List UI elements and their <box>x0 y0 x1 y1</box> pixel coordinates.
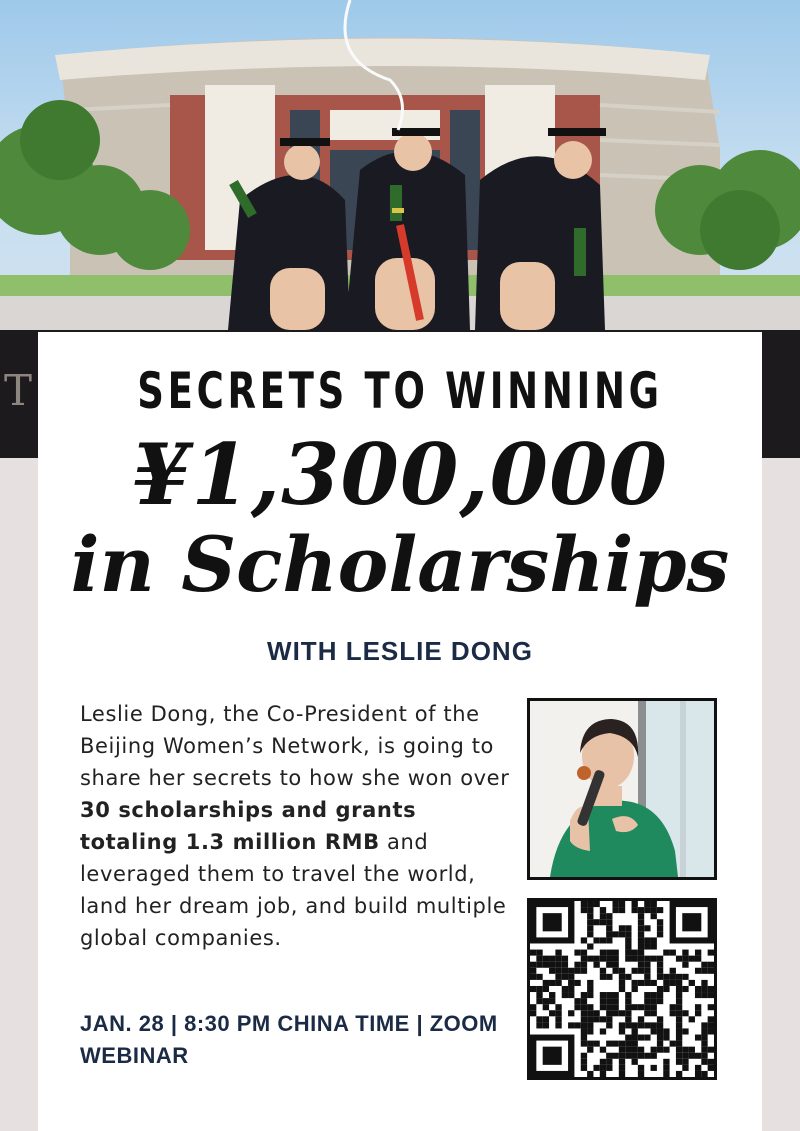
flyer-card <box>38 332 762 1131</box>
presenter-label: WITH LESLIE DONG <box>267 636 533 666</box>
description-text-end: and leveraged them to travel the world, land her dream job, and build multiple global companies. <box>80 830 507 950</box>
event-details: JAN. 28 | 8:30 PM CHINA TIME | ZOOM WEBINAR <box>80 1011 498 1068</box>
svg-text:T: T <box>4 366 33 415</box>
qr-code[interactable] <box>527 898 717 1080</box>
headline-secrets: SECRETS TO WINNING <box>137 362 663 420</box>
speaker-illustration <box>530 701 714 877</box>
description-text: Leslie Dong, the Co-President of the Beijing Women’s Network, is going to share her secrets to how she won over <box>80 702 510 790</box>
qr-code-pattern <box>530 901 714 1077</box>
description <box>80 698 520 954</box>
headline-amount: ¥1,300,000 <box>131 425 669 524</box>
description-highlight: 30 scholarships and grants totaling 1.3 million RMB <box>80 798 417 854</box>
speaker-photo <box>527 698 717 880</box>
headline-scholarships: in Scholarships <box>70 520 730 609</box>
